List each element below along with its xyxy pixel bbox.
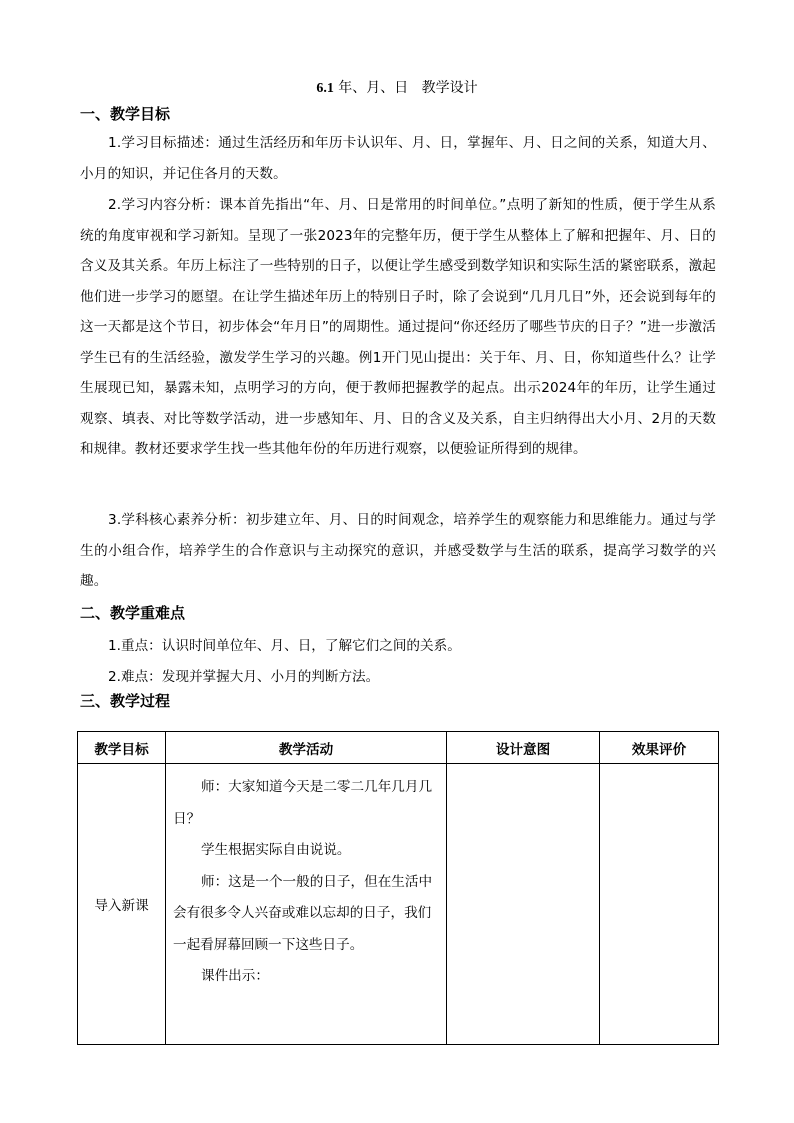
difficulty-item: 2.难点：发现并掌握大月、小月的判断方法。 (108, 669, 380, 685)
title-text: 年、月、日 教学设计 (338, 80, 478, 96)
header-goal: 教学目标 (78, 732, 166, 764)
objective-paragraph-2: 2.学习内容分析：课本首先指出“年、月、日是常用的时间单位。”点明了新知的性质，便于学生从系统的角度审视和学习新知。呈现了一张2023年的完整年历，便于学生从整体上了解和把握年、月、日的含义及其关系。年历上标注了一些特别的日子，以便让学生感受到数学知识和实际生活的紧密联系，激起他们进一步学习的愿望。在让学生描述年历上的特别日子时，除了会说到“几月几日”外，还会说到每年的这一天都是这个节日，初步体会“年月日”的周期性。通过提问“你还经历了哪些节庆的日子？”进一步激活学生已有的生活经验，激发学生学习的兴趣。例1开门见山提出：关于年、月、日，你知道些什么？让学生展现已知，暴露未知，点明学习的方向，便于教师把握教学的起点。出示2024年的年历，让学生通过观察、填表、对比等数学活动，进一步感知年、月、日的含义及关系，自主归纳得出大小月、2月的天数和规律。教材还要求学生找一些其他年份的年历进行观察，以便验证所得到的规律。 (80, 197, 716, 457)
table-row (78, 764, 719, 1045)
header-evaluation: 效果评价 (600, 732, 719, 764)
section-heading-process: 三、教学过程 (80, 692, 171, 710)
header-activity: 教学活动 (166, 732, 447, 764)
activity-line: 学生根据实际自由说说。 (201, 842, 351, 858)
table-header-row (78, 732, 719, 764)
row-evaluation-cell (600, 764, 719, 1045)
header-intent: 设计意图 (447, 732, 600, 764)
objective-paragraph-3: 3.学科核心素养分析：初步建立年、月、日的时间观念，培养学生的观察能力和思维能力。通过与学生的小组合作，培养学生的合作意识与主动探究的意识，并感受数学与生活的联系，提高学习数学的兴趣。 (80, 512, 716, 589)
objective-paragraph-1: 1.学习目标描述：通过生活经历和年历卡认识年、月、日，掌握年、月、日之间的关系，知道大月、小月的知识，并记住各月的天数。 (80, 135, 716, 182)
section-heading-key-points: 二、教学重难点 (80, 604, 186, 622)
section-heading-objectives: 一、教学目标 (80, 105, 171, 123)
row-goal-cell: 导入新课 (78, 764, 166, 1045)
page-title (0, 77, 794, 97)
activity-line: 课件出示： (201, 968, 269, 984)
row-activity-cell (166, 764, 447, 1045)
row-intent-cell (447, 764, 600, 1045)
lesson-process-table (77, 731, 719, 1045)
activity-line: 师：这是一个一般的日子，但在生活中会有很多令人兴奋或难以忘却的日子，我们一起看屏幕回顾一下这些日子。 (173, 873, 433, 953)
key-point-item: 1.重点：认识时间单位年、月、日，了解它们之间的关系。 (108, 638, 461, 654)
activity-line: 师：大家知道今天是二零二几年几月几日？ (173, 779, 433, 827)
title-number: 6.1 (316, 81, 334, 96)
